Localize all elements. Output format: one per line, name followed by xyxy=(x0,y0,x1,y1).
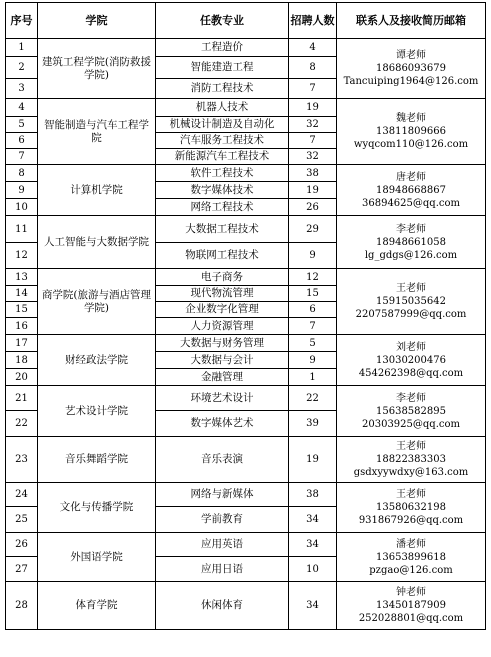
count-cell: 12 xyxy=(289,269,337,286)
contact-email[interactable]: lg_gdgs@126.com xyxy=(364,249,458,261)
college-cell: 计算机学院 xyxy=(38,165,156,216)
major-cell: 休闲体育 xyxy=(156,582,289,630)
recruitment-table-container xyxy=(5,2,486,630)
seq-cell: 23 xyxy=(6,437,38,483)
seq-cell: 22 xyxy=(6,411,38,437)
major-cell: 应用英语 xyxy=(156,533,289,557)
table-row xyxy=(6,582,486,630)
seq-cell: 18 xyxy=(6,352,38,369)
count-cell: 1 xyxy=(289,369,337,386)
contact-name: 唐老师 xyxy=(396,171,426,183)
count-cell: 38 xyxy=(289,483,337,507)
contact-phone: 15638582895 xyxy=(376,405,446,417)
contact-name: 李老师 xyxy=(396,223,426,235)
seq-cell: 10 xyxy=(6,199,38,216)
contact-email[interactable]: wyqcom110@126.com xyxy=(353,139,469,150)
count-cell: 7 xyxy=(289,79,337,99)
table-row xyxy=(6,335,486,352)
contact-name: 刘老师 xyxy=(396,341,426,353)
recruitment-table xyxy=(5,2,486,630)
seq-cell: 14 xyxy=(6,286,38,302)
major-cell: 人力资源管理 xyxy=(156,318,289,335)
header-count: 招聘人数 xyxy=(289,3,337,39)
contact-cell xyxy=(337,165,486,216)
seq-cell: 9 xyxy=(6,182,38,199)
count-cell: 19 xyxy=(289,99,337,117)
table-row xyxy=(6,99,486,117)
count-cell: 8 xyxy=(289,57,337,79)
count-cell: 32 xyxy=(289,149,337,165)
major-cell: 软件工程技术 xyxy=(156,165,289,182)
college-cell: 建筑工程学院(消防救援学院) xyxy=(38,39,156,99)
contact-name: 王老师 xyxy=(396,283,426,294)
contact-name: 魏老师 xyxy=(396,113,426,124)
contact-cell xyxy=(337,582,486,630)
contact-email[interactable]: 20303925@qq.com xyxy=(362,418,460,430)
major-cell: 数字媒体艺术 xyxy=(156,411,289,437)
contact-phone: 18948668867 xyxy=(376,184,446,196)
seq-cell: 25 xyxy=(6,507,38,533)
major-cell: 大数据与会计 xyxy=(156,352,289,369)
contact-phone: 13450187909 xyxy=(376,600,446,611)
major-cell: 消防工程技术 xyxy=(156,79,289,99)
seq-cell: 16 xyxy=(6,318,38,335)
contact-phone: 13030200476 xyxy=(376,354,446,366)
seq-cell: 27 xyxy=(6,557,38,582)
seq-cell: 8 xyxy=(6,165,38,182)
contact-cell xyxy=(337,269,486,335)
contact-phone: 13811809666 xyxy=(376,126,446,137)
contact-name: 谭老师 xyxy=(396,50,426,61)
seq-cell: 20 xyxy=(6,369,38,386)
seq-cell: 11 xyxy=(6,216,38,243)
count-cell: 19 xyxy=(289,182,337,199)
major-cell: 汽车服务工程技术 xyxy=(156,133,289,149)
contact-cell xyxy=(337,533,486,582)
contact-email[interactable]: 454262398@qq.com xyxy=(358,367,464,379)
count-cell: 34 xyxy=(289,533,337,557)
seq-cell: 4 xyxy=(6,99,38,117)
major-cell: 大数据与财务管理 xyxy=(156,335,289,352)
major-cell: 网络与新媒体 xyxy=(156,483,289,507)
header-college: 学院 xyxy=(38,3,156,39)
contact-cell xyxy=(337,99,486,165)
contact-name: 王老师 xyxy=(396,489,426,500)
college-cell: 文化与传播学院 xyxy=(38,483,156,533)
seq-cell: 5 xyxy=(6,117,38,133)
contact-email[interactable]: 252028801@qq.com xyxy=(358,613,464,624)
count-cell: 38 xyxy=(289,165,337,182)
count-cell: 6 xyxy=(289,302,337,318)
contact-email[interactable]: 931867926@qq.com xyxy=(358,515,464,526)
count-cell: 34 xyxy=(289,507,337,533)
seq-cell: 24 xyxy=(6,483,38,507)
major-cell: 电子商务 xyxy=(156,269,289,286)
count-cell: 9 xyxy=(289,352,337,369)
college-cell: 音乐舞蹈学院 xyxy=(38,437,156,483)
count-cell: 34 xyxy=(289,582,337,630)
major-cell: 智能建造工程 xyxy=(156,57,289,79)
count-cell: 22 xyxy=(289,386,337,411)
count-cell: 15 xyxy=(289,286,337,302)
major-cell: 新能源汽车工程技术 xyxy=(156,149,289,165)
contact-phone: 18822383303 xyxy=(376,454,446,465)
table-row xyxy=(6,437,486,483)
contact-phone: 13653899618 xyxy=(376,551,446,563)
table-row xyxy=(6,216,486,243)
college-cell: 智能制造与汽车工程学院 xyxy=(38,99,156,165)
contact-email[interactable]: pzgao@126.com xyxy=(369,564,453,576)
table-row xyxy=(6,386,486,411)
contact-email[interactable]: 2207587999@qq.com xyxy=(355,309,467,320)
college-cell: 商学院(旅游与酒店管理学院) xyxy=(38,269,156,335)
contact-phone: 18686093679 xyxy=(376,63,446,74)
major-cell: 工程造价 xyxy=(156,39,289,57)
header-contact: 联系人及接收简历邮箱 xyxy=(337,3,486,39)
college-cell: 艺术设计学院 xyxy=(38,386,156,437)
contact-phone: 18948661058 xyxy=(376,236,446,248)
major-cell: 现代物流管理 xyxy=(156,286,289,302)
major-cell: 网络工程技术 xyxy=(156,199,289,216)
contact-cell xyxy=(337,437,486,483)
seq-cell: 21 xyxy=(6,386,38,411)
seq-cell: 13 xyxy=(6,269,38,286)
seq-cell: 15 xyxy=(6,302,38,318)
count-cell: 29 xyxy=(289,216,337,243)
seq-cell: 28 xyxy=(6,582,38,630)
count-cell: 39 xyxy=(289,411,337,437)
major-cell: 机械设计制造及自动化 xyxy=(156,117,289,133)
count-cell: 32 xyxy=(289,117,337,133)
college-cell: 外国语学院 xyxy=(38,533,156,582)
major-cell: 数字媒体技术 xyxy=(156,182,289,199)
count-cell: 9 xyxy=(289,243,337,269)
major-cell: 金融管理 xyxy=(156,369,289,386)
count-cell: 4 xyxy=(289,39,337,57)
college-cell: 财经政法学院 xyxy=(38,335,156,386)
header-seq: 序号 xyxy=(6,3,38,39)
college-cell: 体育学院 xyxy=(38,582,156,630)
contact-email[interactable]: gsdxyywdxy@163.com xyxy=(353,467,469,478)
seq-cell: 7 xyxy=(6,149,38,165)
contact-cell xyxy=(337,216,486,269)
count-cell: 10 xyxy=(289,557,337,582)
major-cell: 应用日语 xyxy=(156,557,289,582)
table-row xyxy=(6,269,486,286)
seq-cell: 26 xyxy=(6,533,38,557)
contact-cell xyxy=(337,335,486,386)
header-major: 任教专业 xyxy=(156,3,289,39)
count-cell: 5 xyxy=(289,335,337,352)
contact-phone: 15915035642 xyxy=(376,296,446,307)
seq-cell: 2 xyxy=(6,57,38,79)
table-row xyxy=(6,39,486,57)
major-cell: 音乐表演 xyxy=(156,437,289,483)
major-cell: 物联网工程技术 xyxy=(156,243,289,269)
seq-cell: 12 xyxy=(6,243,38,269)
major-cell: 大数据工程技术 xyxy=(156,216,289,243)
major-cell: 机器人技术 xyxy=(156,99,289,117)
major-cell: 企业数字化管理 xyxy=(156,302,289,318)
count-cell: 19 xyxy=(289,437,337,483)
major-cell: 学前教育 xyxy=(156,507,289,533)
contact-cell xyxy=(337,386,486,437)
seq-cell: 3 xyxy=(6,79,38,99)
contact-name: 潘老师 xyxy=(396,538,426,550)
college-cell: 人工智能与大数据学院 xyxy=(38,216,156,269)
seq-cell: 17 xyxy=(6,335,38,352)
table-row xyxy=(6,533,486,557)
seq-cell: 6 xyxy=(6,133,38,149)
contact-email[interactable]: 36894625@qq.com xyxy=(362,197,460,209)
contact-email[interactable]: Tancuiping1964@126.com xyxy=(343,76,479,87)
table-row xyxy=(6,165,486,182)
table-row xyxy=(6,483,486,507)
seq-cell: 1 xyxy=(6,39,38,57)
contact-phone: 13580632198 xyxy=(376,502,446,513)
contact-name: 王老师 xyxy=(396,441,426,452)
table-body xyxy=(6,39,486,630)
count-cell: 7 xyxy=(289,318,337,335)
contact-name: 李老师 xyxy=(396,392,426,404)
major-cell: 环境艺术设计 xyxy=(156,386,289,411)
contact-name: 钟老师 xyxy=(396,587,426,598)
count-cell: 26 xyxy=(289,199,337,216)
contact-cell xyxy=(337,483,486,533)
header-row xyxy=(6,3,486,39)
contact-cell xyxy=(337,39,486,99)
count-cell: 7 xyxy=(289,133,337,149)
